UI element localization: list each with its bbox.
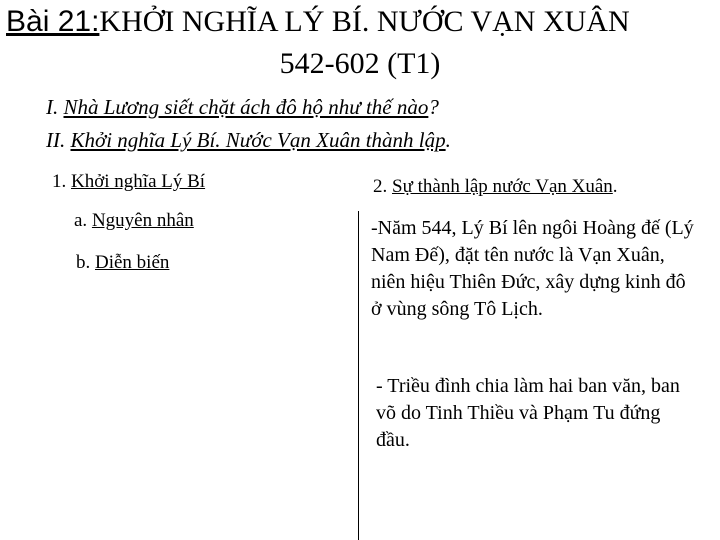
column-divider xyxy=(358,211,359,540)
question-1-punct: ? xyxy=(428,95,439,119)
section-2-punct: . xyxy=(612,176,618,197)
section-2-number: 2. xyxy=(373,176,388,197)
section-2-title: Sự thành lập nước Vạn Xuân xyxy=(392,176,613,197)
question-1-number: I. xyxy=(46,95,59,119)
question-2-punct: . xyxy=(445,128,451,152)
subsection-b-letter: b. xyxy=(76,252,91,273)
subsection-b xyxy=(76,251,169,275)
page-subtitle: 542-602 (T1) xyxy=(279,47,441,80)
section-2-heading xyxy=(373,175,618,199)
question-2-text: Khởi nghĩa Lý Bí. Nước Vạn Xuân thành lập xyxy=(70,128,446,152)
subsection-a xyxy=(74,209,194,233)
paragraph-founding: -Năm 544, Lý Bí lên ngôi Hoàng đế (Lý Nam Đế), đặt tên nước là Vạn Xuân, niên hiệu Thiên Đức, xây dựng kinh đô ở vùng sông Tô Lịch. xyxy=(371,217,694,320)
subsection-a-letter: a. xyxy=(74,210,88,231)
subsection-a-label: Nguyên nhân xyxy=(91,210,194,231)
question-2-number: II. xyxy=(46,128,66,152)
lesson-number: Bài 21: xyxy=(6,5,100,38)
question-1-text: Nhà Lương siết chặt ách đô hộ như thế nào xyxy=(63,95,429,119)
question-1 xyxy=(46,94,439,120)
subsection-b-label: Diễn biến xyxy=(95,252,170,273)
section-1-heading xyxy=(52,170,205,194)
section-1-title: Khởi nghĩa Lý Bí xyxy=(71,171,206,192)
lesson-title: KHỞI NGHĨA LÝ BÍ. NƯỚC VẠN XUÂN xyxy=(99,5,630,38)
page-title xyxy=(6,4,630,40)
section-1-number: 1. xyxy=(52,171,67,192)
paragraph-court: - Triều đình chia làm hai ban văn, ban võ do Tinh Thiều và Phạm Tu đứng đầu. xyxy=(376,375,680,451)
question-2 xyxy=(46,127,451,153)
